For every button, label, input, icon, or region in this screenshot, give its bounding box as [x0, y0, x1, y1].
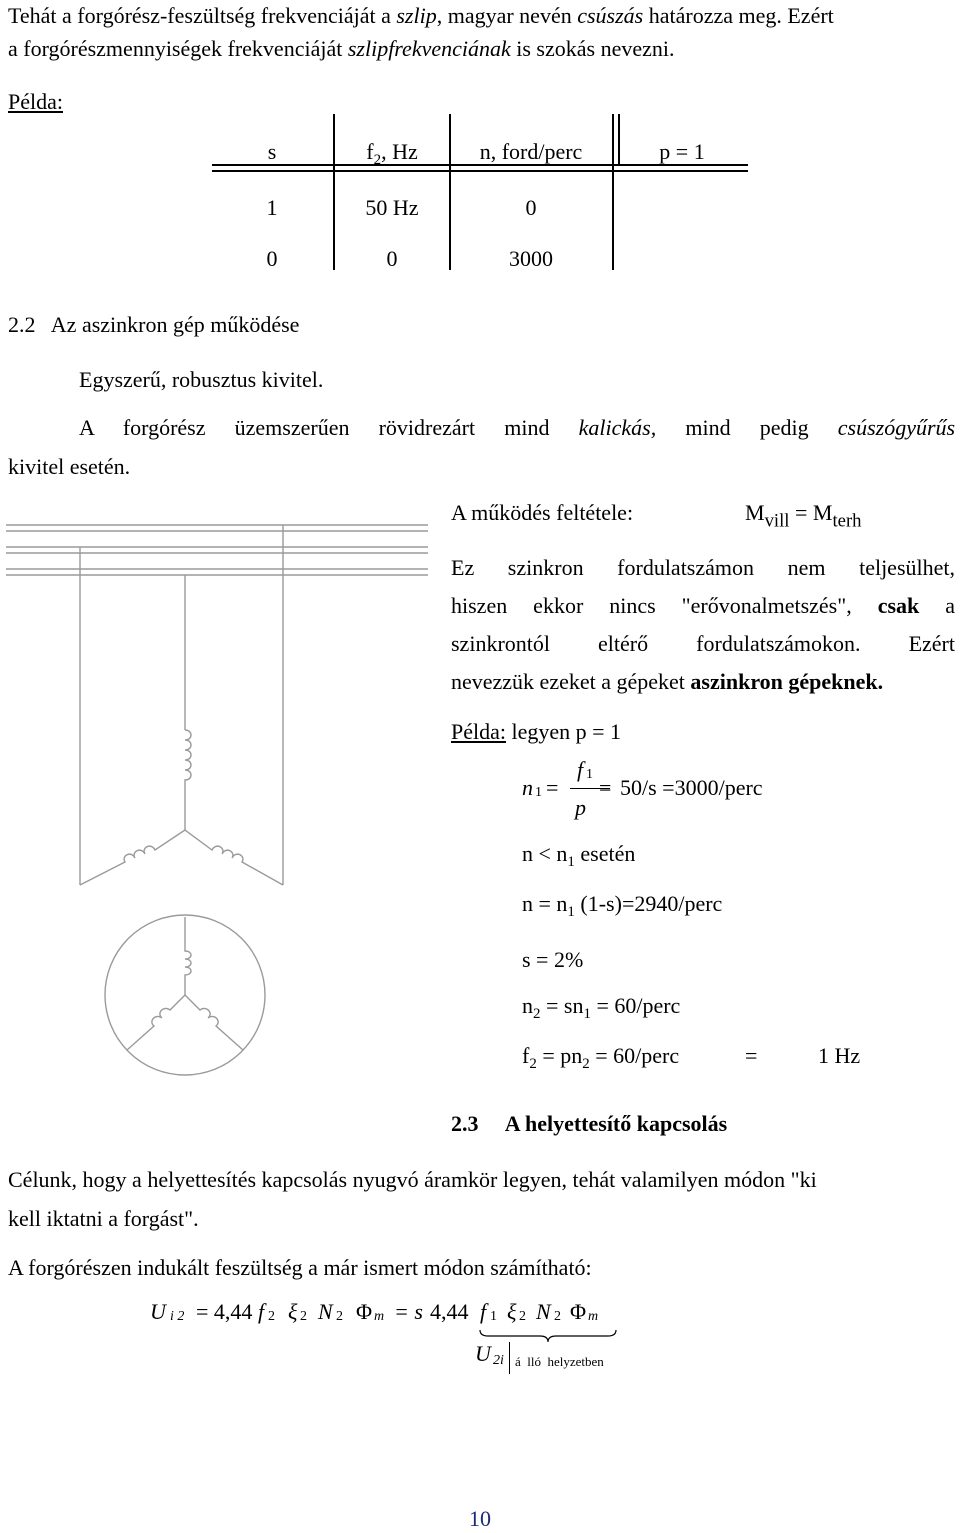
table-vline: [618, 114, 620, 164]
word: rövidrezárt: [378, 415, 476, 440]
formula-xi: ξ: [288, 1299, 298, 1324]
n1-eq2: =: [599, 775, 612, 800]
formula-xi-sub: 2: [300, 1309, 307, 1324]
frac-num: f: [577, 757, 584, 782]
under-u-sub: 2i: [493, 1353, 504, 1368]
n1-sub: 1: [535, 785, 542, 800]
section-2-3-p2: A forgórészen indukált feszültség a már ismert módon számítható:: [8, 1255, 592, 1280]
explanation-text: nevezzük ezeket a gépeket: [451, 669, 691, 694]
header-f2: [336, 138, 448, 169]
intro-text: is szokás nevezni.: [510, 36, 675, 61]
word: mind: [504, 415, 550, 440]
term-kalickas: kalickás,: [578, 415, 657, 440]
cell: 0: [525, 195, 537, 220]
text: = sn: [540, 993, 584, 1018]
explanation-bold: aszinkron gépeknek.: [690, 669, 884, 694]
explanation-line-1: Ez szinkron fordulatszámon nem teljesülhet,: [451, 555, 955, 580]
cell: 1: [266, 195, 278, 220]
text: = 60/perc: [589, 1043, 680, 1068]
line-f2-value: [522, 1042, 680, 1073]
under-u: U: [475, 1341, 491, 1366]
n1-formula: [522, 757, 822, 830]
word: A: [79, 415, 94, 440]
intro-text: a forgórészmennyiségek frekvenciáját: [8, 36, 348, 61]
cell: 50 Hz: [365, 195, 419, 220]
text: = 60/perc: [590, 993, 681, 1018]
formula-f2-sub: 2: [268, 1309, 275, 1324]
eq-m: M: [745, 500, 765, 525]
header-f-sub: 2: [373, 152, 382, 169]
intro-text: Tehát a forgórész-feszültség frekvenciáját a: [8, 3, 397, 28]
formula-phi-sub: m: [374, 1309, 385, 1324]
example-2-label: Példa:: [451, 719, 506, 744]
intro-line-2: [8, 35, 674, 63]
formula-f1-sub: 1: [490, 1309, 497, 1324]
formula-phi: Φ: [356, 1299, 373, 1324]
cell: 0: [266, 246, 278, 271]
line-n2-value: [522, 992, 681, 1023]
formula-n2: N: [536, 1299, 551, 1324]
formula-n: N: [318, 1299, 333, 1324]
n1-lhs: n: [522, 775, 533, 800]
star-circuit-diagram: [0, 505, 440, 1125]
explanation-line-4: [451, 668, 883, 696]
formula-eq2: = s: [394, 1299, 423, 1324]
text: (1-s)=2940/perc: [574, 891, 723, 916]
n1-rhs: 50/s =3000/perc: [620, 775, 763, 800]
section-2-3-p1-line2: kell iktatni a forgást".: [8, 1206, 199, 1231]
section-2-2-p2-line2: kivitel esetén.: [8, 454, 131, 479]
table-hline: [212, 170, 748, 172]
text: f: [522, 1043, 530, 1068]
frac-num-sub: 1: [586, 767, 593, 782]
text: = pn: [536, 1043, 583, 1068]
word: üzemszerűen: [234, 415, 350, 440]
explanation-text: hiszen ekkor nincs "erővonalmetszés",: [451, 593, 852, 618]
line-n-value: [522, 890, 723, 921]
text: n = n: [522, 891, 568, 916]
evaluation-bar: [509, 1342, 510, 1374]
table-vline: [612, 114, 614, 270]
line-s-value: s = 2%: [522, 947, 584, 972]
word: forgórész: [122, 415, 206, 440]
page-number: 10: [469, 1506, 491, 1531]
term-szlip: szlip: [396, 3, 437, 28]
formula-n2-sub: 2: [554, 1309, 561, 1324]
term-szlipfrekvencia: szlipfrekvenciának: [347, 36, 511, 61]
formula-n-sub: 2: [336, 1309, 343, 1324]
formula-xi2: ξ: [507, 1299, 517, 1324]
word: mind: [685, 415, 731, 440]
header-f: f: [366, 139, 374, 164]
example-1-label: Példa:: [8, 89, 63, 114]
explanation-bold: csak: [877, 593, 920, 618]
line-f2-eq: =: [745, 1043, 758, 1068]
header-hz: , Hz: [381, 139, 418, 164]
formula-phi2: Φ: [570, 1299, 587, 1324]
cell: 3000: [509, 246, 553, 271]
formula-phi2-sub: m: [588, 1309, 599, 1324]
condition-equation: [745, 499, 862, 532]
explanation-text: a: [945, 593, 956, 618]
formula-u: U: [150, 1299, 166, 1324]
intro-line-1: [8, 2, 834, 30]
section-2-2-p2-line1: [79, 414, 955, 442]
table-vline: [333, 114, 335, 270]
text: n < n: [522, 841, 568, 866]
sub: 2: [582, 1056, 590, 1073]
frac-den: p: [575, 795, 586, 820]
formula-f1: f: [480, 1299, 487, 1324]
text: esetén: [574, 841, 636, 866]
line-f2-result: 1 Hz: [818, 1043, 861, 1068]
sub: 2: [529, 1056, 537, 1073]
formula-xi2-sub: 2: [519, 1309, 526, 1324]
eq-mid: = M: [789, 500, 833, 525]
section-2-3-p1-line1: Célunk, hogy a helyettesítés kapcsolás nyugvó áramkör legyen, tehát valamilyen módon "ki: [8, 1167, 817, 1192]
eq-sub-terh: terh: [832, 510, 862, 532]
word: pedig: [759, 415, 809, 440]
header-p: p = 1: [659, 139, 705, 164]
section-2-2-p1: Egyszerű, robusztus kivitel.: [79, 367, 324, 392]
eq-sub-vill: vill: [764, 510, 790, 532]
term-csuszas: csúszás: [577, 3, 644, 28]
header-s: s: [267, 139, 277, 164]
formula-u-sub: i 2: [170, 1309, 185, 1324]
example-2-heading: [451, 718, 621, 746]
intro-text: , magyar nevén: [436, 3, 578, 28]
under-text: á lló helyzetben: [515, 1354, 604, 1369]
sub: 1: [567, 854, 575, 871]
example-2-rest: legyen p = 1: [506, 719, 622, 744]
formula-f2: f: [258, 1299, 265, 1324]
sub: 2: [533, 1006, 541, 1023]
table-vline: [449, 114, 451, 270]
underbrace-label: [475, 1340, 675, 1380]
condition-label: A működés feltétele:: [451, 500, 634, 525]
explanation-line-2: [451, 592, 955, 620]
section-2-2-title: 2.2 Az aszinkron gép működése: [8, 312, 300, 337]
n1-eq: =: [546, 775, 559, 800]
term-csuszogyurus: csúszógyűrűs: [837, 415, 956, 440]
text: n: [522, 993, 533, 1018]
line-n-less-n1: [522, 840, 636, 871]
explanation-line-3: szinkrontól eltérő fordulatszámokon. Ezért: [451, 631, 955, 656]
intro-text: határozza meg. Ezért: [643, 3, 834, 28]
header-n: n, ford/perc: [479, 139, 583, 164]
formula-eq1: = 4,44: [196, 1299, 253, 1324]
sub: 1: [583, 1006, 591, 1023]
sub: 1: [567, 904, 575, 921]
formula-num2: 4,44: [430, 1299, 469, 1324]
section-2-3-title: 2.3 A helyettesítő kapcsolás: [451, 1111, 728, 1136]
cell: 0: [386, 246, 398, 271]
